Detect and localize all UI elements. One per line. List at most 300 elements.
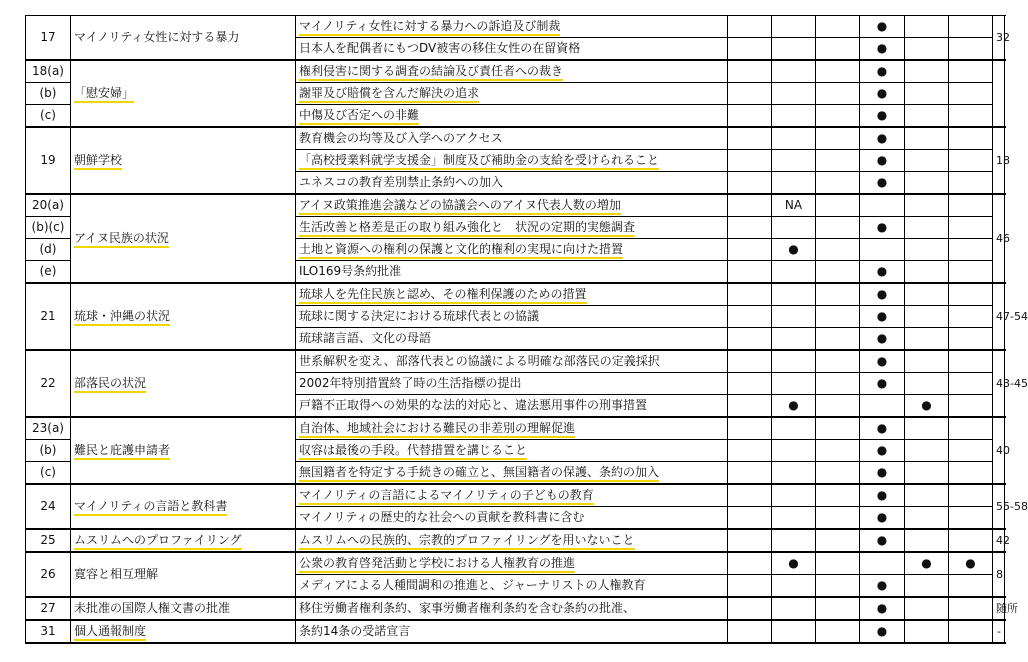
recommendation-cell bbox=[296, 83, 728, 105]
status-mark-cell bbox=[905, 217, 949, 239]
status-mark-cell bbox=[860, 507, 905, 530]
item-number-cell bbox=[26, 597, 71, 620]
status-dot: ● bbox=[876, 488, 888, 502]
status-mark-cell bbox=[772, 620, 816, 643]
status-mark-cell bbox=[728, 105, 772, 128]
item-number: 31 bbox=[40, 624, 56, 638]
recommendation-cell bbox=[296, 16, 728, 38]
status-dot: ● bbox=[876, 624, 888, 638]
status-mark-cell bbox=[949, 395, 993, 418]
status-dot: ● bbox=[788, 556, 799, 570]
status-mark-cell bbox=[728, 194, 772, 217]
status-mark-cell bbox=[772, 350, 816, 373]
status-mark-cell bbox=[816, 529, 860, 552]
status-mark-cell bbox=[949, 60, 993, 83]
status-mark-cell bbox=[905, 306, 949, 328]
status-mark-cell bbox=[772, 38, 816, 61]
recommendation-cell bbox=[296, 417, 728, 440]
status-mark-cell bbox=[949, 529, 993, 552]
status-mark-cell bbox=[816, 373, 860, 395]
status-mark-cell bbox=[860, 38, 905, 61]
recommendation-cell bbox=[296, 484, 728, 507]
status-mark-cell bbox=[905, 150, 949, 172]
status-mark-cell bbox=[949, 484, 993, 507]
topic-label: アイヌ民族の状況 bbox=[74, 231, 169, 248]
status-mark-cell bbox=[905, 38, 949, 61]
status-mark-cell bbox=[816, 16, 860, 38]
recommendation-cell bbox=[296, 194, 728, 217]
recommendation-text: 土地と資源への権利の保護と文化的権利の実現に向けた措置 bbox=[299, 242, 623, 259]
recommendation-text: 収容は最後の手段。代替措置を講じること bbox=[299, 443, 527, 460]
status-mark-cell bbox=[860, 417, 905, 440]
status-mark-cell bbox=[949, 306, 993, 328]
recommendation-cell bbox=[296, 261, 728, 284]
recommendation-cell bbox=[296, 350, 728, 373]
recommendation-cell bbox=[296, 395, 728, 418]
status-mark-cell bbox=[728, 172, 772, 195]
status-dot: ● bbox=[876, 309, 888, 323]
status-mark-cell bbox=[860, 261, 905, 284]
recommendation-cell bbox=[296, 552, 728, 575]
status-dot: ● bbox=[788, 242, 799, 256]
topic-cell bbox=[71, 417, 296, 484]
status-mark-cell bbox=[860, 552, 905, 575]
status-mark-cell bbox=[949, 172, 993, 195]
status-mark-cell bbox=[860, 16, 905, 38]
status-mark-cell bbox=[772, 373, 816, 395]
status-mark-cell bbox=[772, 283, 816, 306]
status-mark-cell bbox=[728, 529, 772, 552]
status-mark-cell bbox=[728, 597, 772, 620]
recommendations-table bbox=[25, 15, 1028, 644]
page-reference-cell bbox=[993, 350, 1028, 417]
status-mark-cell bbox=[728, 283, 772, 306]
status-mark-cell bbox=[860, 283, 905, 306]
topic-cell bbox=[71, 620, 296, 643]
status-mark-cell bbox=[728, 507, 772, 530]
recommendation-text: 日本人を配偶者にもつDV被害の移住女性の在留資格 bbox=[299, 41, 581, 55]
status-mark-cell bbox=[905, 462, 949, 485]
status-mark-cell bbox=[860, 373, 905, 395]
recommendation-cell bbox=[296, 440, 728, 462]
status-mark-cell bbox=[728, 328, 772, 351]
item-number: (c) bbox=[40, 465, 56, 479]
status-mark-cell bbox=[949, 507, 993, 530]
status-mark-cell bbox=[949, 217, 993, 239]
recommendation-cell bbox=[296, 105, 728, 128]
recommendation-text: 移住労働者権利条約、家事労働者権利条約を含む条約の批准、 bbox=[299, 601, 636, 615]
recommendation-text: マイノリティの言語によるマイノリティの子どもの教育 bbox=[299, 488, 594, 505]
status-mark-cell bbox=[728, 83, 772, 105]
page-reference: 55-58 bbox=[996, 500, 1028, 513]
item-number-cell bbox=[26, 217, 71, 239]
recommendation-text: 権利侵害に関する調査の結論及び責任者への裁き bbox=[299, 64, 563, 81]
recommendation-text: ムスリムへの民族的、宗教的プロファイリングを用いないこと bbox=[299, 533, 635, 550]
status-mark-cell bbox=[905, 105, 949, 128]
page-reference: 18 bbox=[996, 154, 1010, 167]
status-mark-cell bbox=[816, 38, 860, 61]
recommendation-cell bbox=[296, 172, 728, 195]
page-reference: 47-54 bbox=[996, 310, 1028, 323]
table-row bbox=[26, 350, 1005, 373]
status-mark-cell bbox=[905, 127, 949, 150]
status-mark-cell bbox=[905, 328, 949, 351]
page-reference: 32 bbox=[996, 31, 1010, 44]
status-mark-cell bbox=[860, 597, 905, 620]
item-number-cell bbox=[26, 60, 71, 83]
status-mark-cell bbox=[949, 38, 993, 61]
status-dot: ● bbox=[876, 41, 888, 55]
status-mark-cell bbox=[816, 395, 860, 418]
topic-cell bbox=[71, 484, 296, 529]
status-mark-cell bbox=[905, 350, 949, 373]
status-mark-cell bbox=[816, 507, 860, 530]
table-body bbox=[26, 16, 1028, 644]
topic-label: 個人通報制度 bbox=[74, 624, 146, 641]
recommendation-text: マイノリティの歴史的な社会への貢献を教科書に含む bbox=[299, 510, 585, 524]
recommendation-text: 戸籍不正取得への効果的な法的対応と、違法悪用事件の刑事措置 bbox=[299, 398, 648, 412]
status-mark-cell bbox=[949, 462, 993, 485]
status-mark-cell bbox=[905, 83, 949, 105]
status-mark-cell bbox=[728, 484, 772, 507]
status-mark-cell bbox=[860, 172, 905, 195]
table-row bbox=[26, 417, 1005, 440]
status-mark-cell bbox=[949, 575, 993, 598]
status-mark-cell bbox=[816, 484, 860, 507]
status-mark-cell bbox=[728, 620, 772, 643]
status-mark-cell bbox=[860, 529, 905, 552]
status-mark-cell bbox=[905, 60, 949, 83]
recommendation-text: ユネスコの教育差別禁止条約への加入 bbox=[299, 175, 504, 189]
status-mark-cell bbox=[905, 507, 949, 530]
status-mark-cell bbox=[728, 60, 772, 83]
topic-label: 琉球・沖縄の状況 bbox=[74, 309, 170, 326]
topic-cell bbox=[71, 597, 296, 620]
recommendation-text: マイノリティ女性に対する暴力への訴追及び制裁 bbox=[299, 19, 560, 36]
item-number-cell bbox=[26, 417, 71, 440]
status-mark-cell bbox=[905, 172, 949, 195]
recommendation-cell bbox=[296, 620, 728, 643]
status-mark-cell bbox=[728, 575, 772, 598]
recommendation-text: 条約14条の受諾宣言 bbox=[299, 624, 411, 638]
recommendation-text: 2002年特別措置終了時の生活指標の提出 bbox=[299, 376, 522, 390]
item-number-cell bbox=[26, 83, 71, 105]
status-dot: ● bbox=[965, 556, 976, 570]
status-mark-cell bbox=[949, 150, 993, 172]
item-number-cell bbox=[26, 552, 71, 597]
status-mark-cell bbox=[728, 16, 772, 38]
item-number: 20(a) bbox=[32, 198, 64, 212]
status-mark-cell bbox=[772, 83, 816, 105]
table-row bbox=[26, 597, 1005, 620]
status-mark-cell bbox=[860, 150, 905, 172]
recommendation-cell bbox=[296, 217, 728, 239]
status-mark-cell bbox=[949, 440, 993, 462]
status-dot: ● bbox=[876, 131, 888, 145]
item-number-cell bbox=[26, 283, 71, 350]
status-mark-cell bbox=[772, 194, 816, 217]
topic-cell bbox=[71, 16, 296, 61]
status-mark-cell bbox=[772, 575, 816, 598]
status-mark-cell bbox=[949, 16, 993, 38]
item-number: 25 bbox=[40, 533, 56, 547]
status-mark-cell bbox=[728, 395, 772, 418]
status-dot: ● bbox=[876, 153, 888, 167]
status-mark-cell bbox=[860, 217, 905, 239]
item-number: (b) bbox=[39, 86, 57, 100]
page-reference-cell bbox=[993, 529, 1010, 552]
page-reference: 46 bbox=[996, 232, 1010, 245]
status-mark-cell bbox=[728, 217, 772, 239]
recommendation-text: 世系解釈を変え、部落代表との協議による明確な部落民の定義採択 bbox=[299, 354, 660, 368]
page-reference-cell bbox=[993, 194, 1010, 283]
status-dot: ● bbox=[876, 354, 888, 368]
status-mark-cell bbox=[816, 83, 860, 105]
recommendation-cell bbox=[296, 597, 728, 620]
recommendation-cell bbox=[296, 462, 728, 485]
recommendation-cell bbox=[296, 529, 728, 552]
status-dot: ● bbox=[876, 601, 888, 615]
status-mark-cell bbox=[772, 261, 816, 284]
item-number: 19 bbox=[40, 153, 56, 167]
recommendation-cell bbox=[296, 150, 728, 172]
table-row bbox=[26, 283, 1005, 306]
page-reference-cell bbox=[993, 60, 1005, 127]
status-mark-cell bbox=[905, 597, 949, 620]
status-mark-cell bbox=[816, 575, 860, 598]
status-mark-cell bbox=[816, 350, 860, 373]
status-dot: ● bbox=[876, 19, 888, 33]
status-mark-cell bbox=[728, 373, 772, 395]
table-row bbox=[26, 194, 1005, 217]
recommendation-text: 自治体、地域社会における難民の非差別の理解促進 bbox=[299, 421, 575, 438]
status-mark-cell bbox=[860, 105, 905, 128]
recommendation-cell bbox=[296, 306, 728, 328]
status-mark-cell bbox=[772, 395, 816, 418]
status-mark-cell bbox=[949, 127, 993, 150]
item-number-cell bbox=[26, 529, 71, 552]
recommendation-text: 謝罪及び賠償を含んだ解決の追求 bbox=[299, 86, 479, 103]
status-mark-cell bbox=[772, 239, 816, 261]
status-dot: ● bbox=[788, 398, 799, 412]
status-mark-cell bbox=[905, 529, 949, 552]
status-dot: ● bbox=[876, 175, 888, 189]
page-reference-cell bbox=[993, 127, 1010, 194]
status-mark-cell bbox=[949, 597, 993, 620]
topic-label: 未批准の国際人権文書の批准 bbox=[74, 601, 231, 615]
status-mark-cell bbox=[816, 283, 860, 306]
status-dot: ● bbox=[876, 376, 888, 390]
item-number: 17 bbox=[40, 30, 56, 44]
item-number-cell bbox=[26, 620, 71, 643]
status-mark-cell bbox=[816, 150, 860, 172]
recommendation-text: 教育機会の均等及び入学へのアクセス bbox=[299, 131, 503, 145]
status-mark-cell bbox=[772, 597, 816, 620]
status-mark-cell bbox=[816, 462, 860, 485]
status-mark-cell bbox=[860, 328, 905, 351]
topic-label: マイノリティの言語と教科書 bbox=[74, 499, 227, 516]
status-mark-cell bbox=[949, 417, 993, 440]
page-reference-cell bbox=[993, 283, 1028, 350]
item-number: 27 bbox=[40, 601, 56, 615]
status-dot: ● bbox=[876, 421, 888, 435]
status-mark-cell bbox=[816, 417, 860, 440]
page-reference-cell bbox=[993, 484, 1028, 529]
status-mark-cell bbox=[728, 417, 772, 440]
status-mark-cell bbox=[905, 552, 949, 575]
status-mark-cell bbox=[949, 552, 993, 575]
status-mark-cell bbox=[728, 38, 772, 61]
status-mark-cell bbox=[728, 440, 772, 462]
status-mark-cell bbox=[816, 597, 860, 620]
page-reference: 43-45 bbox=[996, 377, 1028, 390]
status-mark-cell bbox=[949, 283, 993, 306]
status-mark-cell bbox=[949, 239, 993, 261]
status-mark-cell bbox=[772, 417, 816, 440]
status-mark-cell bbox=[772, 217, 816, 239]
item-number-cell bbox=[26, 239, 71, 261]
recommendation-text: 琉球に関する決定における琉球代表との協議 bbox=[299, 309, 540, 323]
item-number: (e) bbox=[39, 264, 57, 278]
topic-label: 寛容と相互理解 bbox=[74, 567, 159, 581]
page-reference-cell bbox=[993, 552, 1005, 597]
topic-cell bbox=[71, 529, 296, 552]
status-mark-cell bbox=[905, 16, 949, 38]
table-row bbox=[26, 552, 1005, 575]
status-mark-cell bbox=[949, 194, 993, 217]
status-mark-cell bbox=[772, 60, 816, 83]
status-mark-cell bbox=[949, 105, 993, 128]
page-reference: - bbox=[997, 625, 1001, 638]
status-mark-cell bbox=[772, 462, 816, 485]
status-mark-cell bbox=[949, 373, 993, 395]
topic-label: マイノリティ女性に対する暴力 bbox=[74, 30, 240, 44]
item-number-cell bbox=[26, 16, 71, 61]
status-mark-cell bbox=[728, 552, 772, 575]
item-number: (c) bbox=[40, 108, 56, 122]
status-mark-cell bbox=[860, 350, 905, 373]
status-dot: ● bbox=[921, 398, 932, 412]
status-dot: ● bbox=[876, 64, 888, 78]
topic-cell bbox=[71, 60, 296, 127]
topic-cell bbox=[71, 194, 296, 283]
table-row bbox=[26, 16, 1005, 38]
status-mark-cell bbox=[772, 529, 816, 552]
item-number: (d) bbox=[39, 242, 57, 256]
status-mark-cell bbox=[728, 239, 772, 261]
page-reference: 40 bbox=[996, 444, 1010, 457]
topic-cell bbox=[71, 127, 296, 194]
recommendation-text: 公衆の教育啓発活動と学校における人権教育の推進 bbox=[299, 556, 575, 573]
item-number-cell bbox=[26, 105, 71, 128]
topic-label: 部落民の状況 bbox=[74, 376, 146, 393]
recommendation-text: 「高校授業料就学支援金」制度及び補助金の支給を受けられること bbox=[299, 153, 659, 170]
na-label: NA bbox=[784, 198, 803, 212]
status-mark-cell bbox=[772, 150, 816, 172]
status-dot: ● bbox=[876, 264, 888, 278]
status-dot: ● bbox=[876, 510, 888, 524]
status-dot: ● bbox=[876, 578, 888, 592]
status-mark-cell bbox=[860, 239, 905, 261]
status-mark-cell bbox=[905, 575, 949, 598]
status-dot: ● bbox=[876, 108, 888, 122]
page-reference: 8 bbox=[996, 568, 1003, 581]
page-reference: 42 bbox=[996, 534, 1010, 547]
table-row bbox=[26, 620, 1005, 643]
recommendation-cell bbox=[296, 38, 728, 61]
recommendation-cell bbox=[296, 283, 728, 306]
status-mark-cell bbox=[905, 395, 949, 418]
item-number: (b) bbox=[39, 443, 57, 457]
topic-label: 難民と庇護申請者 bbox=[74, 443, 170, 460]
status-mark-cell bbox=[860, 395, 905, 418]
status-dot: ● bbox=[876, 533, 888, 547]
item-number: 18(a) bbox=[32, 64, 64, 78]
status-mark-cell bbox=[816, 261, 860, 284]
page-reference-cell bbox=[993, 620, 1005, 643]
page-reference-cell bbox=[993, 417, 1010, 484]
recommendation-cell bbox=[296, 328, 728, 351]
item-number-cell bbox=[26, 261, 71, 284]
status-mark-cell bbox=[816, 306, 860, 328]
status-mark-cell bbox=[816, 105, 860, 128]
recommendation-cell bbox=[296, 507, 728, 530]
status-mark-cell bbox=[905, 373, 949, 395]
status-mark-cell bbox=[772, 552, 816, 575]
status-mark-cell bbox=[905, 194, 949, 217]
topic-label: 「慰安婦」 bbox=[74, 86, 134, 103]
item-number-cell bbox=[26, 350, 71, 417]
item-number: 21 bbox=[40, 309, 56, 323]
page-reference: 随所 bbox=[996, 602, 1018, 615]
recommendation-cell bbox=[296, 127, 728, 150]
status-mark-cell bbox=[728, 261, 772, 284]
status-mark-cell bbox=[772, 306, 816, 328]
status-dot: ● bbox=[876, 86, 888, 100]
status-mark-cell bbox=[860, 60, 905, 83]
status-mark-cell bbox=[772, 16, 816, 38]
status-mark-cell bbox=[772, 440, 816, 462]
status-mark-cell bbox=[905, 239, 949, 261]
recommendation-text: 中傷及び否定への非難 bbox=[299, 108, 419, 125]
status-mark-cell bbox=[816, 127, 860, 150]
recommendation-text: ILO169号条約批准 bbox=[299, 264, 402, 278]
status-mark-cell bbox=[772, 484, 816, 507]
item-number-cell bbox=[26, 484, 71, 529]
topic-label: ムスリムへのプロファイリング bbox=[74, 533, 242, 550]
recommendation-text: メディアによる人種間調和の推進と、ジャーナリストの人権教育 bbox=[299, 578, 646, 592]
status-mark-cell bbox=[772, 127, 816, 150]
status-mark-cell bbox=[905, 484, 949, 507]
status-mark-cell bbox=[949, 350, 993, 373]
recommendation-text: 生活改善と格差是正の取り組み強化と 状況の定期的実態調査 bbox=[299, 220, 635, 237]
status-mark-cell bbox=[728, 350, 772, 373]
item-number: 26 bbox=[40, 567, 56, 581]
item-number-cell bbox=[26, 440, 71, 462]
topic-cell bbox=[71, 350, 296, 417]
status-mark-cell bbox=[816, 328, 860, 351]
table-row bbox=[26, 484, 1005, 507]
status-mark-cell bbox=[860, 575, 905, 598]
status-mark-cell bbox=[949, 620, 993, 643]
status-mark-cell bbox=[816, 172, 860, 195]
status-mark-cell bbox=[772, 105, 816, 128]
item-number-cell bbox=[26, 194, 71, 217]
topic-label: 朝鮮学校 bbox=[74, 153, 122, 170]
status-mark-cell bbox=[816, 239, 860, 261]
status-mark-cell bbox=[816, 440, 860, 462]
status-mark-cell bbox=[905, 440, 949, 462]
